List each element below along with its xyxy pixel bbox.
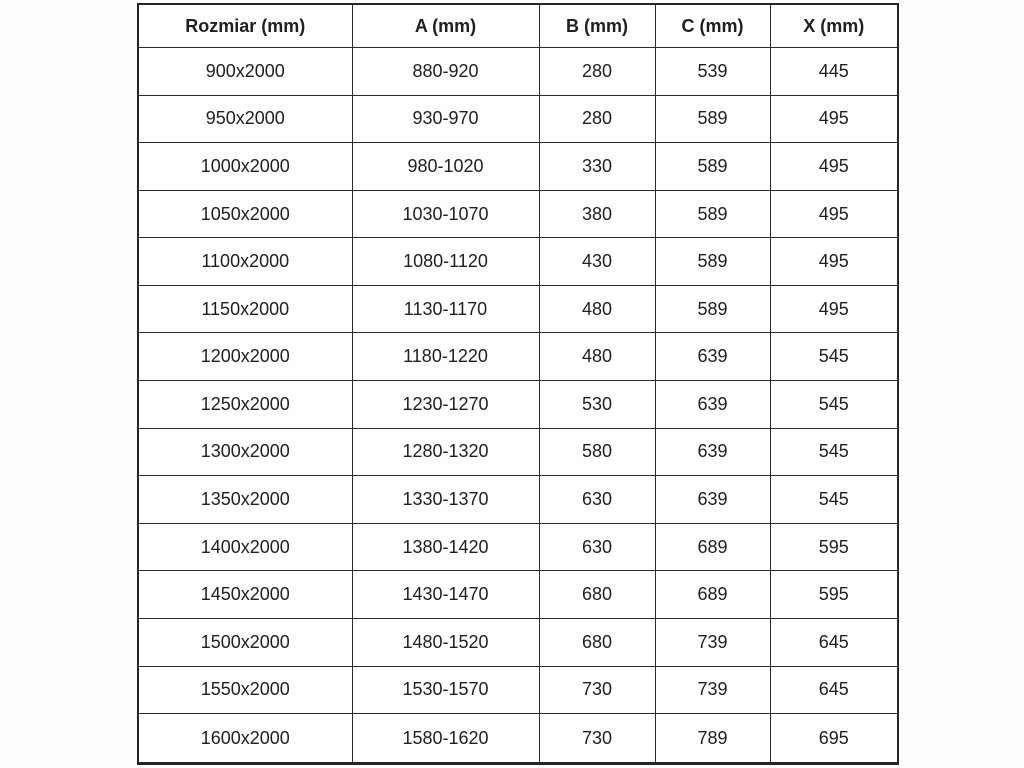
table-cell-c: 639: [655, 333, 770, 381]
table-row: [138, 333, 898, 381]
table-row: [138, 571, 898, 619]
table-row: [138, 48, 898, 96]
column-header-rozmiar: Rozmiar (mm): [138, 4, 352, 48]
table-cell-a: 1530-1570: [352, 666, 539, 714]
table-cell-c: 689: [655, 571, 770, 619]
table-cell-rozmiar: 1500x2000: [138, 618, 352, 666]
table-cell-x: 545: [770, 333, 898, 381]
table-cell-b: 680: [539, 571, 655, 619]
table-cell-rozmiar: 1150x2000: [138, 285, 352, 333]
table-cell-rozmiar: 1350x2000: [138, 476, 352, 524]
table-cell-a: 1280-1320: [352, 428, 539, 476]
table-cell-x: 645: [770, 618, 898, 666]
table-cell-x: 495: [770, 95, 898, 143]
table-cell-b: 630: [539, 476, 655, 524]
table-body: [138, 48, 898, 764]
table-cell-rozmiar: 1000x2000: [138, 143, 352, 191]
table-cell-a: 930-970: [352, 95, 539, 143]
table-cell-c: 589: [655, 238, 770, 286]
column-header-c: C (mm): [655, 4, 770, 48]
table-cell-x: 545: [770, 428, 898, 476]
size-specification-table: [137, 3, 899, 765]
table-cell-c: 789: [655, 714, 770, 764]
table-cell-a: 1080-1120: [352, 238, 539, 286]
table-cell-a: 1480-1520: [352, 618, 539, 666]
table-cell-x: 645: [770, 666, 898, 714]
table-cell-b: 680: [539, 618, 655, 666]
table-cell-x: 495: [770, 143, 898, 191]
table-cell-x: 595: [770, 523, 898, 571]
table-cell-b: 280: [539, 48, 655, 96]
table-cell-rozmiar: 1250x2000: [138, 381, 352, 429]
table-cell-a: 1380-1420: [352, 523, 539, 571]
table-cell-c: 589: [655, 95, 770, 143]
column-header-b: B (mm): [539, 4, 655, 48]
table-cell-x: 545: [770, 476, 898, 524]
table-cell-x: 445: [770, 48, 898, 96]
column-header-x: X (mm): [770, 4, 898, 48]
table-cell-b: 480: [539, 333, 655, 381]
table-cell-c: 539: [655, 48, 770, 96]
table-cell-x: 495: [770, 238, 898, 286]
table-cell-b: 580: [539, 428, 655, 476]
table-row: [138, 428, 898, 476]
table-cell-x: 495: [770, 190, 898, 238]
table-row: [138, 143, 898, 191]
table-cell-c: 589: [655, 190, 770, 238]
table-cell-c: 689: [655, 523, 770, 571]
table-cell-b: 530: [539, 381, 655, 429]
table-cell-x: 595: [770, 571, 898, 619]
table-cell-a: 1130-1170: [352, 285, 539, 333]
size-table-container: [137, 3, 899, 765]
table-cell-c: 739: [655, 618, 770, 666]
table-cell-b: 330: [539, 143, 655, 191]
table-cell-rozmiar: 1450x2000: [138, 571, 352, 619]
table-cell-a: 1030-1070: [352, 190, 539, 238]
table-row: [138, 238, 898, 286]
table-row: [138, 381, 898, 429]
table-cell-rozmiar: 1100x2000: [138, 238, 352, 286]
table-cell-a: 880-920: [352, 48, 539, 96]
table-cell-x: 495: [770, 285, 898, 333]
column-header-a: A (mm): [352, 4, 539, 48]
table-cell-rozmiar: 1050x2000: [138, 190, 352, 238]
table-cell-rozmiar: 950x2000: [138, 95, 352, 143]
table-cell-rozmiar: 1200x2000: [138, 333, 352, 381]
table-row: [138, 476, 898, 524]
table-row: [138, 523, 898, 571]
table-cell-a: 1330-1370: [352, 476, 539, 524]
table-cell-b: 630: [539, 523, 655, 571]
table-row: [138, 618, 898, 666]
table-cell-c: 739: [655, 666, 770, 714]
table-cell-b: 730: [539, 714, 655, 764]
table-row: [138, 666, 898, 714]
table-row: [138, 190, 898, 238]
table-cell-c: 639: [655, 428, 770, 476]
table-cell-rozmiar: 1600x2000: [138, 714, 352, 764]
table-cell-x: 695: [770, 714, 898, 764]
table-cell-c: 639: [655, 476, 770, 524]
table-cell-rozmiar: 900x2000: [138, 48, 352, 96]
table-cell-a: 980-1020: [352, 143, 539, 191]
table-cell-a: 1430-1470: [352, 571, 539, 619]
table-cell-b: 480: [539, 285, 655, 333]
table-row: [138, 285, 898, 333]
table-row: [138, 714, 898, 764]
header-row: [138, 4, 898, 48]
table-cell-a: 1230-1270: [352, 381, 539, 429]
table-cell-b: 280: [539, 95, 655, 143]
table-cell-c: 589: [655, 285, 770, 333]
table-cell-c: 639: [655, 381, 770, 429]
table-cell-rozmiar: 1400x2000: [138, 523, 352, 571]
table-cell-b: 380: [539, 190, 655, 238]
table-cell-b: 430: [539, 238, 655, 286]
table-cell-x: 545: [770, 381, 898, 429]
table-cell-rozmiar: 1550x2000: [138, 666, 352, 714]
table-cell-a: 1580-1620: [352, 714, 539, 764]
table-row: [138, 95, 898, 143]
table-cell-c: 589: [655, 143, 770, 191]
table-cell-rozmiar: 1300x2000: [138, 428, 352, 476]
table-cell-b: 730: [539, 666, 655, 714]
table-cell-a: 1180-1220: [352, 333, 539, 381]
